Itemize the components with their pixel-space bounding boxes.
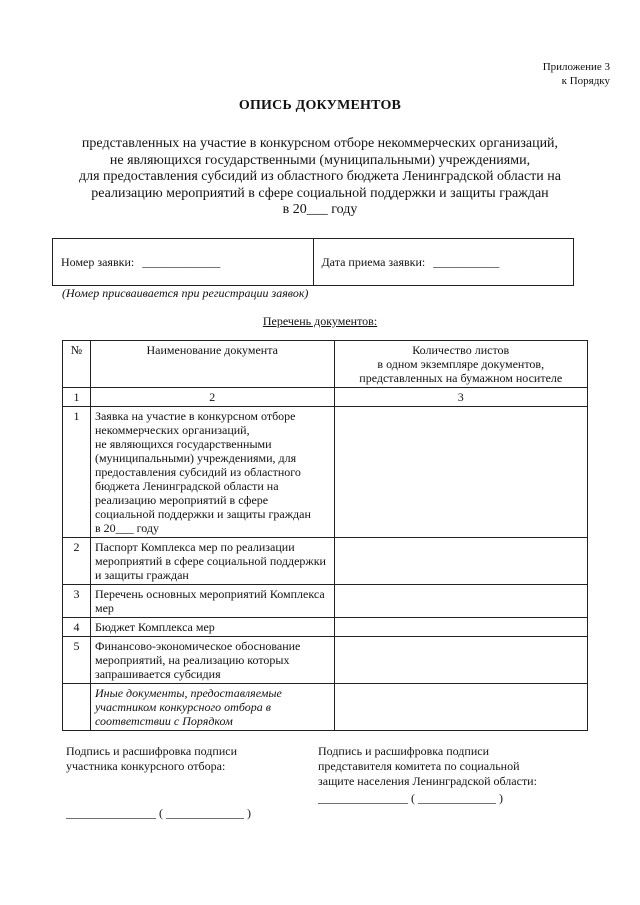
appendix-line-1: Приложение 3: [542, 61, 610, 73]
row-sheet-count-input[interactable]: [334, 407, 587, 538]
documents-table: [62, 340, 588, 731]
header-number: №: [63, 341, 91, 388]
row-document-name: Иные документы, предоставляемые участником конкурсного отбора в соответствии с Порядком: [90, 684, 334, 731]
subtitle-line-3: для предоставления субсидий из областного бюджета Ленинградской области на: [79, 169, 561, 184]
appendix-reference: [543, 60, 610, 88]
documents-table-body: [63, 341, 588, 731]
row-document-name: Паспорт Комплекса мер по реализации мероприятий в сфере социальной поддержки и защиты граждан: [90, 538, 334, 585]
subtitle-line-5: в 20___ году: [282, 202, 358, 217]
document-subtitle: [40, 136, 600, 219]
row-number: 1: [63, 407, 91, 538]
document-list-heading: Перечень документов:: [262, 314, 378, 328]
table-index-row: [63, 388, 588, 407]
participant-signature-line: _______________ ( _____________ ): [66, 806, 251, 820]
request-number-label: Номер заявки:: [61, 254, 135, 269]
request-date-field: ___________: [433, 254, 500, 269]
row-sheet-count-input[interactable]: [334, 637, 587, 684]
committee-signature-line: _______________ ( _____________ ): [318, 791, 503, 805]
subtitle-line-4: реализацию мероприятий в сфере социальной поддержки и защиты граждан: [91, 185, 549, 201]
participant-signature-label: [66, 744, 237, 774]
table-row: [63, 585, 588, 618]
row-sheet-count-input[interactable]: [334, 585, 587, 618]
row-sheet-count-input[interactable]: [334, 684, 587, 731]
request-date-cell: [313, 239, 574, 285]
row-document-name: Финансово-экономическое обоснование мероприятий, на реализацию которых запрашивается субсидия: [90, 637, 334, 684]
index-cell-2: 2: [90, 388, 334, 407]
appendix-line-2: к Порядку: [561, 75, 610, 87]
table-row: [63, 684, 588, 731]
subtitle-line-1: представленных на участие в конкурсном отборе некоммерческих организаций,: [81, 136, 559, 151]
row-document-name: Бюджет Комплекса мер: [90, 618, 334, 637]
row-number: 3: [63, 585, 91, 618]
row-sheet-count-input[interactable]: [334, 618, 587, 637]
request-number-cell: [53, 239, 313, 285]
row-number: 2: [63, 538, 91, 585]
table-header-row: [63, 341, 588, 388]
request-info-box: [52, 238, 574, 286]
row-document-name: Перечень основных мероприятий Комплекса мер: [90, 585, 334, 618]
committee-signature-label: [318, 744, 537, 789]
row-number: 4: [63, 618, 91, 637]
table-row: [63, 538, 588, 585]
document-title: ОПИСЬ ДОКУМЕНТОВ: [238, 98, 402, 113]
table-row: [63, 637, 588, 684]
committee-signature-text: Подпись и расшифровка подписи представителя комитета по социальной защите населения Ленинградской области:: [318, 744, 537, 788]
table-row: [63, 618, 588, 637]
request-date-label: Дата приема заявки:: [321, 254, 426, 269]
header-document-name: Наименование документа: [90, 341, 334, 388]
row-number: [63, 684, 91, 731]
table-row: [63, 407, 588, 538]
row-number: 5: [63, 637, 91, 684]
index-cell-1: 1: [63, 388, 91, 407]
row-sheet-count-input[interactable]: [334, 538, 587, 585]
index-cell-3: 3: [334, 388, 587, 407]
subtitle-line-2: не являющихся государственными (муниципальными) учреждениями,: [109, 152, 531, 168]
header-sheet-count: Количество листов в одном экземпляре документов, представленных на бумажном носителе: [334, 341, 587, 388]
row-document-name: Заявка на участие в конкурсном отборе некоммерческих организаций, не являющихся государственными (муниципальными) учреждениями, для предоставления субсидий из областного бюджета Ленинградской области на реализацию мероприятий в сфере социальной поддержки и защиты граждан в 20___ году: [90, 407, 334, 538]
request-number-field: _____________: [142, 254, 221, 269]
participant-signature-text: Подпись и расшифровка подписи участника конкурсного отбора:: [66, 744, 237, 773]
registration-note: (Номер присваивается при регистрации заявок): [62, 286, 309, 300]
